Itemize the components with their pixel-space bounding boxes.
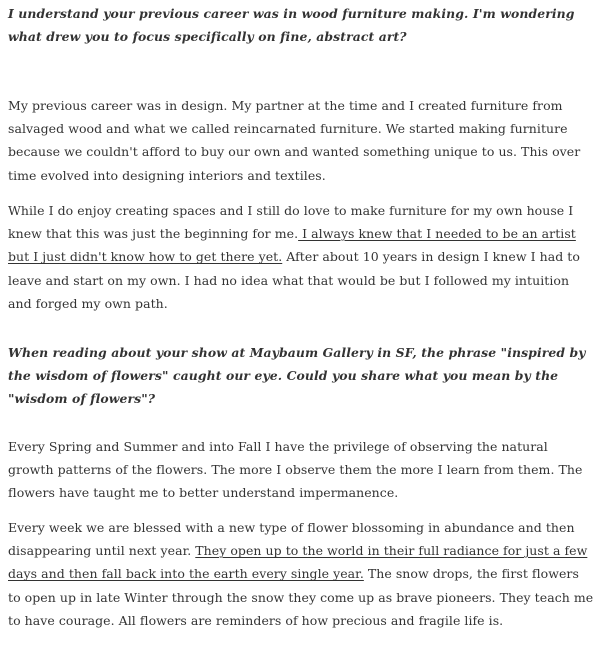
answer-career-paragraph-2 <box>8 199 594 315</box>
answer-text: After about 10 years in design I knew I had to leave and start on my own. I had no idea what that would be but I followed my intuition and forged my own path. <box>8 249 580 311</box>
question-career: I understand your previous career was in wood furniture making. I'm wondering what drew you to focus specifically on fine, abstract art? <box>8 6 575 44</box>
answer-text: The snow drops, the first flowers to open up in late Winter through the snow they come up as brave pioneers. They teach me to have courage. All flowers are reminders of how precious and fragile life is. <box>8 566 594 628</box>
answer-flowers-paragraph-2 <box>8 516 594 632</box>
answer-text: Every week we are blessed with a new type of flower blossoming in abundance and then disappearing until next year. <box>8 520 575 559</box>
answer-flowers-paragraph-1: Every Spring and Summer and into Fall I have the privilege of observing the natural growth patterns of the flowers. The more I observe them the more I learn from them. The flowers have taught me to better understand impermanence. <box>8 439 583 501</box>
answer-text: While I do enjoy creating spaces and I still do love to make furniture for my own house I knew that this was just the beginning for me. <box>8 203 574 242</box>
question-wisdom-of-flowers: When reading about your show at Maybaum Gallery in SF, the phrase "inspired by the wisdom of flowers" caught our eye. Could you share what you mean by the "wisdom of flowers"? <box>8 345 586 406</box>
answer-career-paragraph-1: My previous career was in design. My partner at the time and I created furniture from salvaged wood and what we called reincarnated furniture. We started making furniture because we couldn't afford to buy our own and wanted something unique to us. This over time evolved into designing interiors and textiles. <box>8 98 581 183</box>
highlighted-quote: I always knew that I needed to be an artist but I just didn't know how to get there yet. <box>8 226 576 265</box>
highlighted-quote: They open up to the world in their full radiance for just a few days and then fall back into the earth every single year. <box>8 543 588 582</box>
